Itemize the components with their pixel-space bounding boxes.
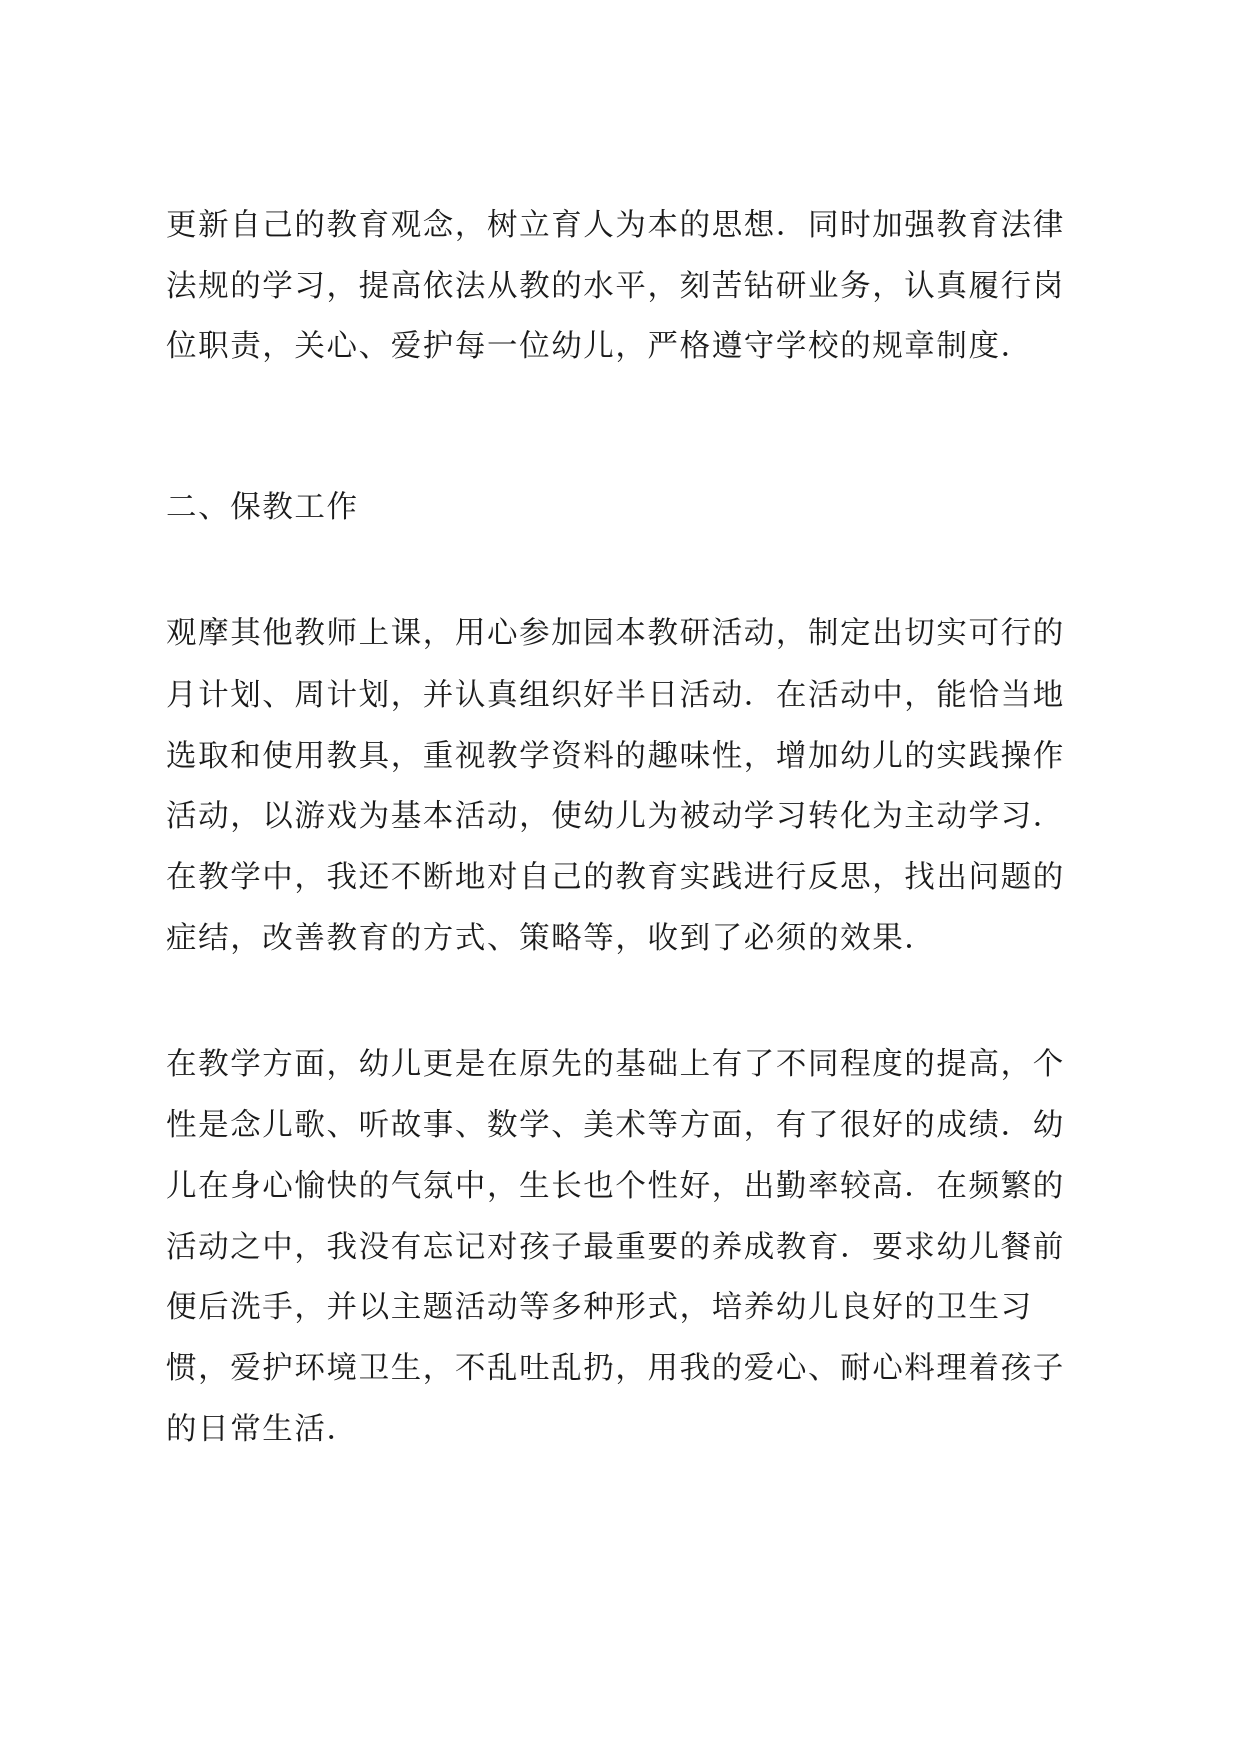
paragraph-3-line-2: 月计划、周计划，并认真组织好半日活动．在活动中，能恰当地: [166, 678, 1065, 713]
paragraph-4-line-5: 便后洗手，并以主题活动等多种形式，培养幼儿良好的卫生习: [166, 1290, 1033, 1325]
paragraph-3-line-4: 活动，以游戏为基本活动，使幼儿为被动学习转化为主动学习．: [166, 799, 1065, 834]
paragraph-3-line-3: 选取和使用教具，重视教学资料的趣味性，增加幼儿的实践操作: [166, 739, 1065, 774]
paragraph-3-line-5: 在教学中，我还不断地对自己的教育实践进行反思，找出问题的: [166, 860, 1065, 895]
paragraph-4-line-3: 儿在身心愉快的气氛中，生长也个性好，出勤率较高．在频繁的: [166, 1169, 1065, 1204]
paragraph-4-line-7: 的日常生活．: [166, 1412, 359, 1447]
paragraph-1-line-2: 法规的学习，提高依法从教的水平，刻苦钻研业务，认真履行岗: [166, 269, 1065, 304]
paragraph-4-line-4: 活动之中，我没有忘记对孩子最重要的养成教育．要求幼儿餐前: [166, 1230, 1065, 1265]
paragraph-1-line-3: 位职责，关心、爱护每一位幼儿，严格遵守学校的规章制度．: [166, 329, 1033, 364]
paragraph-3-line-1: 观摩其他教师上课，用心参加园本教研活动，制定出切实可行的: [166, 616, 1065, 651]
paragraph-4-line-2: 性是念儿歌、听故事、数学、美术等方面，有了很好的成绩．幼: [166, 1108, 1065, 1143]
paragraph-1-line-1: 更新自己的教育观念，树立育人为本的思想．同时加强教育法律: [166, 208, 1065, 243]
paragraph-3-line-6: 症结，改善教育的方式、策略等，收到了必须的效果．: [166, 921, 937, 956]
paragraph-4-line-1: 在教学方面，幼儿更是在原先的基础上有了不同程度的提高，个: [166, 1047, 1065, 1082]
paragraph-4-line-6: 惯，爱护环境卫生，不乱吐乱扔，用我的爱心、耐心料理着孩子: [166, 1351, 1065, 1386]
section-heading: 二、保教工作: [166, 490, 359, 525]
